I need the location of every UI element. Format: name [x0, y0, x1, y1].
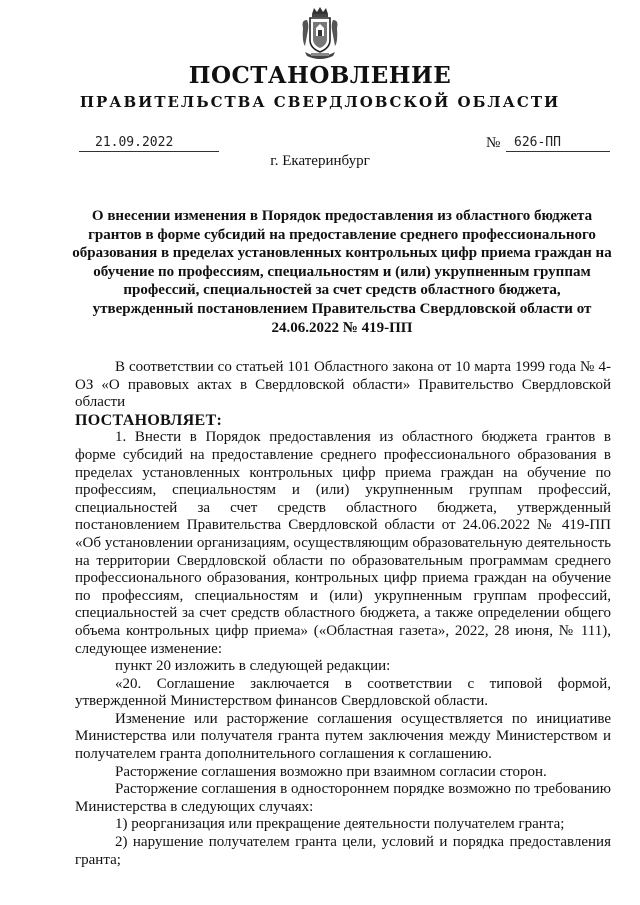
- paragraph-1: 1. Внести в Порядок предоставления из областного бюджета грантов в форме субсидий на предоставление среднего профессионального образования в пределах установленных контрольных цифр приема граждан на обучение по профессиям, специальностям и (или) укрупненным группам профессий, специальностей за счет средств областного бюджета, утвержденный постановлением Правительства Свердловской области от 24.06.2022 № 419-ПП «Об установлении организациям, осуществляющим образовательную деятельность на территории Свердловской области по образовательным программам среднего профессионального образования, контрольных цифр приема граждан на обучение по профессиям, специальностям и (или) укрупненным группам профессий, специальностей за счет средств областного бюджета, а также определении общего объема контрольных цифр приема» («Областная газета», 2022, 28 июня, № 111), следующее изменение:: [75, 429, 611, 657]
- document-heading: О внесении изменения в Порядок предоставления из областного бюджета грантов в форме субсидий на предоставление среднего профессионального образования в пределах установленных контрольных цифр приема граждан на обучение по профессиям, специальностям и (или) укрупненным группам профессий, специальностей за счет средств областного бюджета, утвержденный постановлением Правительства Свердловской области от 24.06.2022 № 419-ПП: [72, 208, 612, 336]
- intro-paragraph: В соответствии со статьей 101 Областного закона от 10 марта 1999 года № 4-ОЗ «О правовых актах в Свердловской области» Правительство Свердловской области: [75, 359, 611, 411]
- paragraph-8: 2) нарушение получателем гранта цели, условий и порядка предоставления гранта;: [75, 834, 611, 868]
- resolves-label: ПОСТАНОВЛЯЕТ:: [75, 411, 223, 429]
- paragraph-7: 1) реорганизация или прекращение деятельности получателем гранта;: [115, 816, 565, 833]
- paragraph-2: пункт 20 изложить в следующей редакции:: [115, 658, 391, 675]
- document-city: г. Екатеринбург: [270, 153, 370, 169]
- document-title: ПОСТАНОВЛЕНИЕ: [188, 62, 452, 89]
- document-issuer: ПРАВИТЕЛЬСТВА СВЕРДЛОВСКОЙ ОБЛАСТИ: [79, 93, 561, 111]
- document-number: 626-ПП: [506, 135, 610, 152]
- document-date: 21.09.2022: [79, 135, 219, 152]
- sverdlovsk-coat-of-arms-icon: [299, 6, 341, 62]
- document-body: [75, 359, 611, 869]
- number-sign: №: [486, 135, 501, 151]
- paragraph-6: Расторжение соглашения в одностороннем порядке возможно по требованию Министерства в следующих случаях:: [75, 781, 611, 815]
- paragraph-3: «20. Соглашение заключается в соответствии с типовой формой, утвержденной Министерством финансов Свердловской области.: [75, 675, 611, 710]
- paragraph-5: Расторжение соглашения возможно при взаимном согласии сторон.: [115, 763, 547, 780]
- paragraph-4: Изменение или расторжение соглашения осуществляется по инициативе Министерства или получателя гранта путем заключения между Министерством и получателем гранта дополнительного соглашения к соглашению.: [75, 710, 611, 763]
